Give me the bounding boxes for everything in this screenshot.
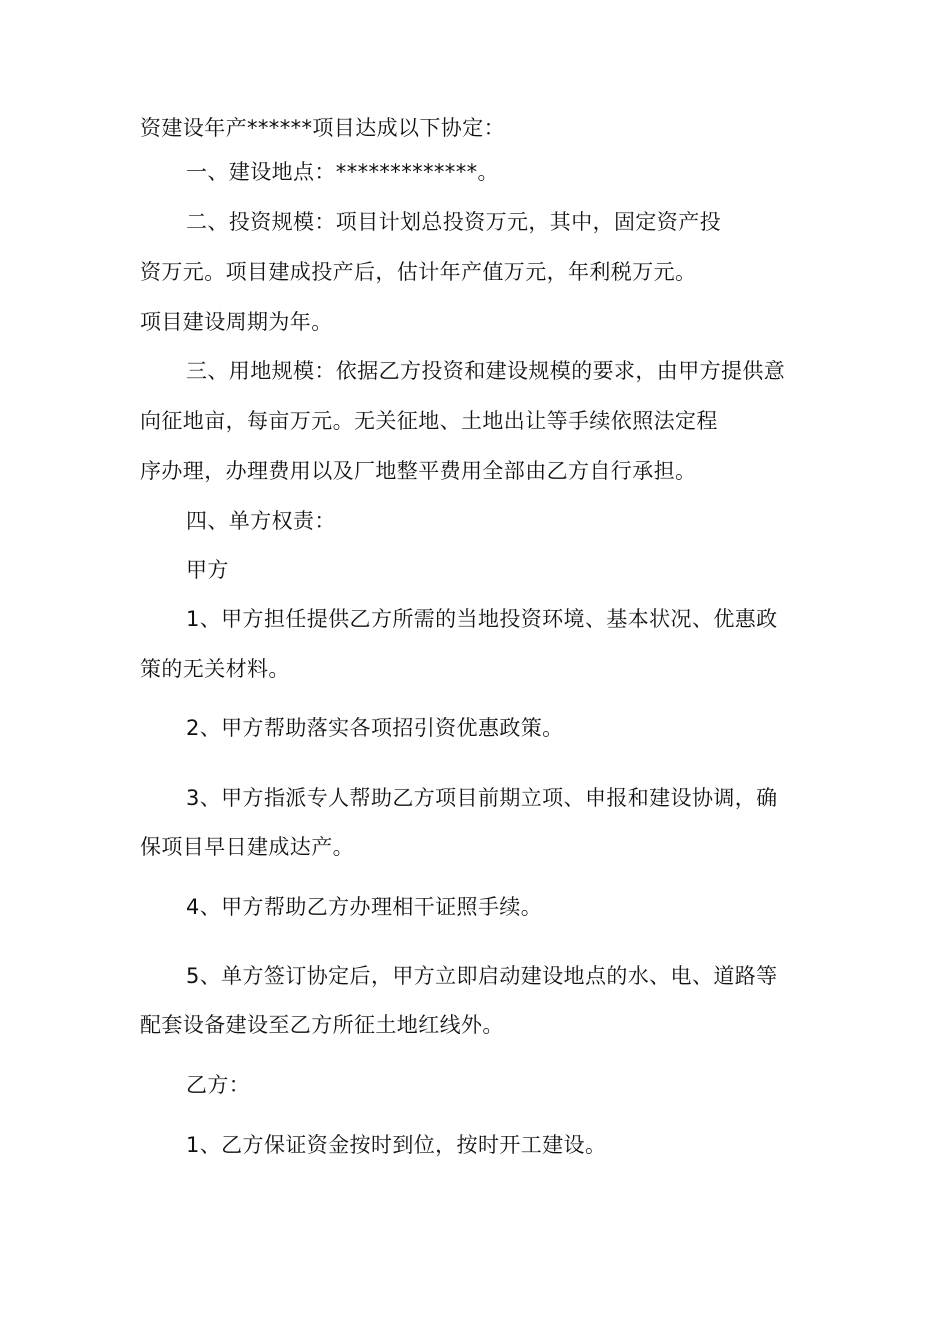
- text-line: 序办理，办理费用以及厂地整平费用全部由乙方自行承担。: [140, 459, 697, 483]
- text-line: 5、单方签订协定后，甲方立即启动建设地点的水、电、道路等: [186, 964, 778, 988]
- text-line: 2、甲方帮助落实各项招引资优惠政策。: [186, 716, 564, 740]
- text-line: 项目建设周期为年。: [140, 310, 333, 334]
- text-line: 3、甲方指派专人帮助乙方项目前期立项、申报和建设协调，确: [186, 786, 778, 810]
- text-line: 资建设年产******项目达成以下协定：: [140, 116, 505, 140]
- text-line: 配套设备建设至乙方所征土地红线外。: [140, 1013, 504, 1037]
- text-line: 1、甲方担任提供乙方所需的当地投资环境、基本状况、优惠政: [186, 607, 778, 631]
- text-line: 策的无关材料。: [140, 657, 290, 681]
- text-line: 乙方：: [186, 1073, 251, 1097]
- text-line: 二、投资规模：项目计划总投资万元，其中，固定资产投: [186, 210, 721, 234]
- text-line: 一、建设地点：*************。: [186, 160, 499, 184]
- text-line: 四、单方权责：: [186, 509, 336, 533]
- text-line: 甲方: [186, 558, 229, 582]
- text-line: 三、用地规模：依据乙方投资和建设规模的要求，由甲方提供意: [186, 359, 786, 383]
- text-line: 1、乙方保证资金按时到位，按时开工建设。: [186, 1133, 607, 1157]
- text-line: 资万元。项目建成投产后，估计年产值万元，年利税万元。: [140, 260, 697, 284]
- text-line: 保项目早日建成达产。: [140, 835, 354, 859]
- text-line: 4、甲方帮助乙方办理相干证照手续。: [186, 895, 543, 919]
- text-line: 向征地亩，每亩万元。无关征地、土地出让等手续依照法定程: [140, 409, 718, 433]
